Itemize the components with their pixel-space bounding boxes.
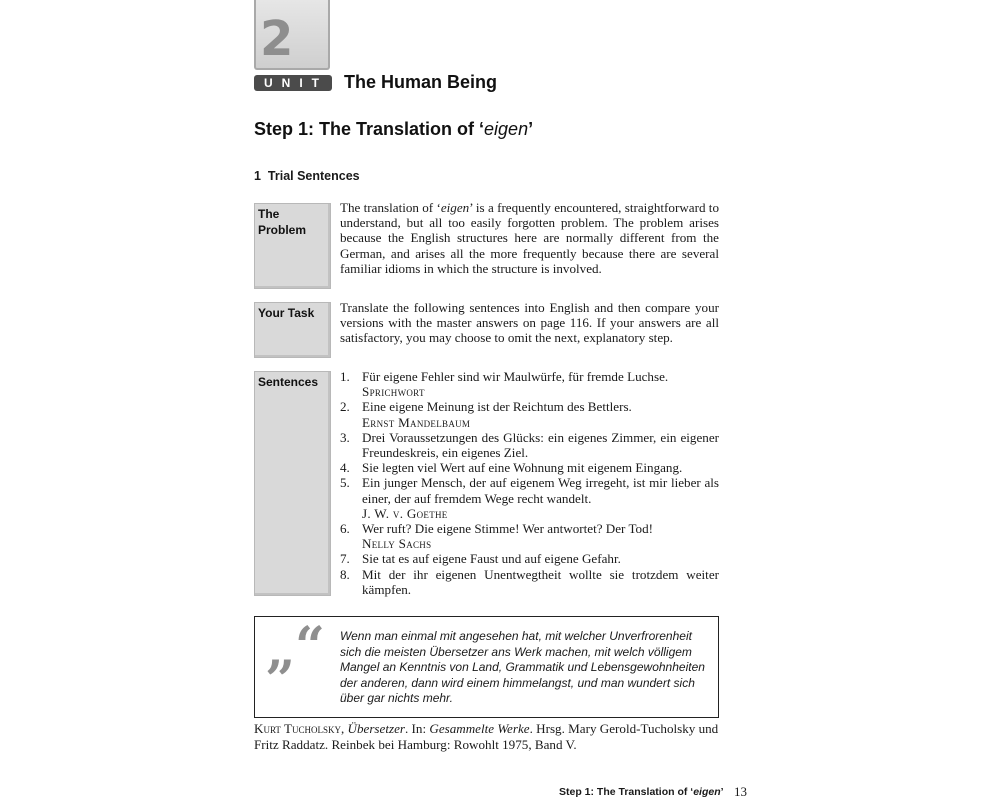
sentence-number: 6.: [340, 521, 350, 537]
problem-label-line1: The: [258, 207, 280, 221]
task-label: Your Task: [258, 306, 315, 320]
problem-text-term: eigen: [440, 200, 470, 215]
sentence-number: 7.: [340, 551, 350, 567]
close-quote-mark: ”: [265, 650, 295, 711]
sentence-text: Ein junger Mensch, der auf eigenem Weg irregeht, ist mir lieber als einer, der auf fremdem Wege recht wandelt.: [362, 475, 719, 506]
footer-prefix: Step 1: The Translation of ‘: [559, 786, 694, 798]
sentence-text: Für eigene Fehler sind wir Maulwürfe, für fremde Luchse.: [362, 369, 669, 384]
problem-label-line2: Problem: [258, 223, 307, 237]
sentence-list: [340, 369, 719, 597]
sentence-number: 1.: [340, 369, 350, 384]
sentences-label-box: [254, 371, 331, 596]
sentence-number: 5.: [340, 475, 350, 491]
step-heading-suffix: ’: [528, 119, 534, 139]
page-number: 13: [734, 784, 747, 799]
sentence-number: 2.: [340, 399, 350, 415]
sentence-number: 8.: [340, 566, 350, 582]
list-item: [340, 369, 719, 399]
problem-text-before: The translation of ‘: [340, 200, 441, 215]
task-text: Translate the following sentences into English and then compare your versions with the master answers on page 116. If your answers are all satisfactory, you may choose to omit the next, explanatory step.: [340, 300, 719, 346]
unit-label: UNIT: [254, 75, 332, 91]
open-quote-mark: “: [295, 616, 325, 677]
sentence-attribution: Nelly Sachs: [362, 536, 432, 552]
citation-author: Kurt Tucholsky: [254, 721, 341, 736]
sentence-attribution: Ernst Mandelbaum: [362, 414, 471, 430]
citation-in: . In:: [404, 721, 430, 736]
citation: Kurt Tucholsky, Übersetzer. In: Gesammelte Werke. Hrsg. Mary Gerold-Tucholsky und Fritz Raddatz. Reinbek bei Hamburg: Rowohlt 1975, Band V.: [254, 721, 719, 752]
list-item: [340, 460, 719, 475]
unit-title: The Human Being: [344, 72, 498, 92]
quote-text: Wenn man einmal mit angesehen hat, mit welcher Unverfrorenheit sich die meisten Übersetzer ans Werk machen, mit welch völligem Mangel an Kenntnis von Land, Grammatik und Lebensgewohnheiten der anderen, dann wird einem himmelangst, und man wundert sich über gar nichts mehr.: [340, 629, 705, 705]
sentence-text: Drei Voraussetzungen des Glücks: ein eigenes Zimmer, ein eigener Freundeskreis, ein eigenes Ziel.: [362, 429, 719, 461]
list-item: [340, 399, 719, 429]
unit-number: 2: [260, 11, 294, 67]
sentence-text: Sie tat es auf eigene Faust und auf eigene Gefahr.: [362, 551, 621, 567]
sentence-text: Eine eigene Meinung ist der Reichtum des Bettlers.: [362, 399, 632, 415]
problem-text-after: ’ is a frequently encountered, straightforward to understand, but all too easily forgotten problem. The problem arises because the English structures here are normally different from the German, and arises all the more frequently because there are several familiar idioms in which the structure is involved.: [340, 200, 719, 276]
sentence-number: 3.: [340, 429, 350, 445]
citation-collection: Gesammelte Werke: [429, 721, 530, 736]
sentence-number: 4.: [340, 460, 350, 476]
citation-rest: . Hrsg. Mary Gerold-Tucholsky und Fritz Raddatz. Reinbek bei Hamburg: Rowohlt 1975, Band V.: [254, 721, 719, 752]
sentence-text: Wer ruft? Die eigene Stimme! Wer antwortet? Der Tod!: [362, 521, 653, 537]
citation-work: Übersetzer: [347, 721, 405, 736]
step-heading-term: eigen: [484, 119, 529, 139]
list-item: [340, 430, 719, 460]
sentences-label: Sentences: [258, 375, 319, 389]
footer-suffix: ’: [720, 786, 724, 798]
task-label-box: [254, 302, 331, 358]
section-title: Trial Sentences: [267, 169, 360, 183]
footer-term: eigen: [693, 786, 721, 798]
step-heading: [254, 119, 533, 140]
problem-label: [255, 204, 330, 240]
section-heading: [254, 169, 360, 183]
step-heading-prefix: Step 1: The Translation of ‘: [254, 119, 485, 139]
list-item: [340, 567, 719, 597]
list-item: [340, 551, 719, 566]
list-item: [340, 521, 719, 551]
section-number: 1: [254, 169, 261, 183]
unit-badge: [254, 0, 330, 70]
quote-box: [254, 616, 719, 718]
sentence-attribution: Sprichwort: [362, 384, 425, 400]
sentence-text: Mit der ihr eigenen Unentwegtheit wollte sie trotzdem weiter kämpfen.: [362, 566, 719, 597]
list-item: [340, 475, 719, 521]
running-footer: [559, 786, 724, 798]
sentence-attribution: J. W. v. Goethe: [362, 505, 448, 521]
problem-text: [340, 200, 719, 276]
problem-label-box: [254, 203, 331, 289]
sentence-text: Sie legten viel Wert auf eine Wohnung mit eigenem Eingang.: [362, 460, 683, 476]
